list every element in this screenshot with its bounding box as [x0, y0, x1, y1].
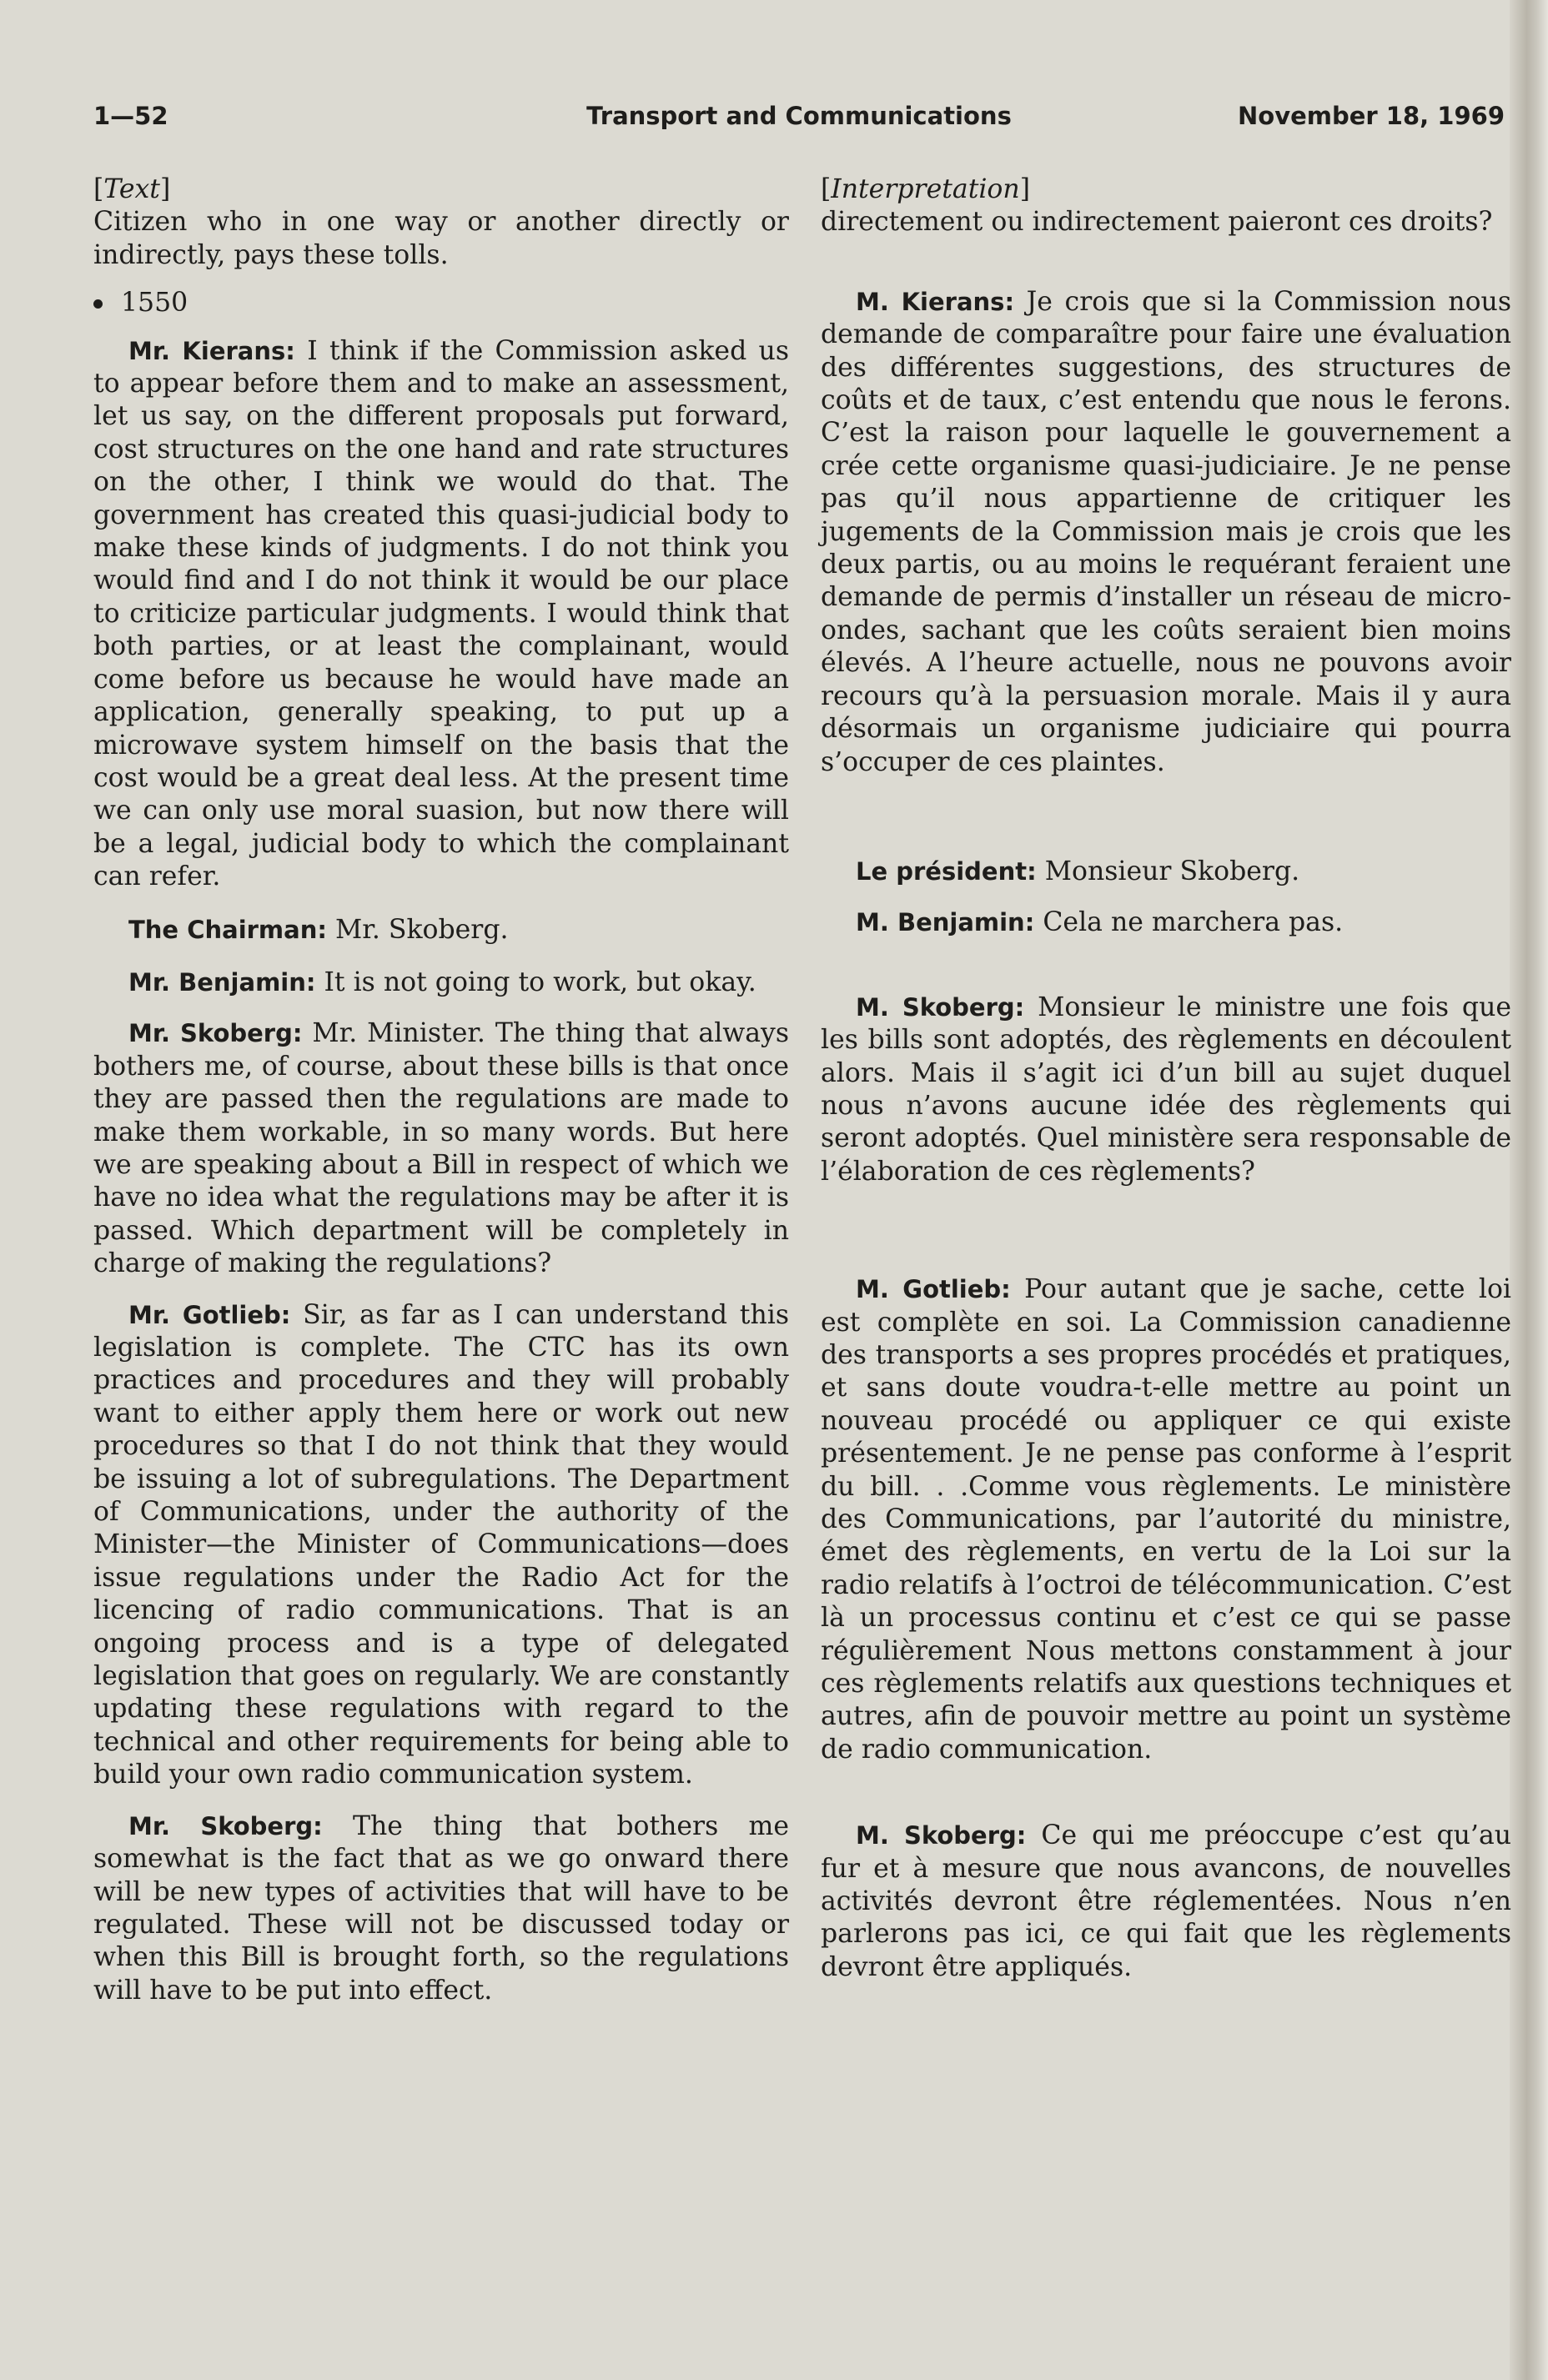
committee-title: Transport and Communications — [586, 102, 1012, 130]
statement-benjamin — [821, 906, 1511, 939]
speaker-name: Le président: — [856, 856, 1037, 886]
opening-fragment: directement ou indirectement paieront ces droits? — [821, 207, 1493, 238]
statement-chairman — [821, 856, 1511, 888]
speaker-name: M. Skoberg: — [856, 992, 1025, 1022]
statement-text: Ce qui me préoccupe c’est qu’au fur et à mesure que nous avancons, de nouvelles activités devront être réglementées. Nous n’en parlerons pas ici, ce qui fait que les règlements devront être appliqués. — [821, 1820, 1512, 1982]
statement-kierans — [93, 335, 789, 894]
statement-text: Mr. Skoberg. — [334, 914, 509, 945]
statement-text: It is not going to work, but okay. — [324, 967, 756, 997]
statement-kierans — [821, 286, 1511, 779]
statement-text: Je crois que si la Commission nous demande de comparaître pour faire une évaluation des différentes suggestions, des structures de coûts et de taux, c’est entendu que nous le ferons. C’est la raison pour laquelle le gouvernement a crée cette organisme quasi-judiciaire. Je ne pense pas qu’il nous appartienne de critiquer les jugements de la Commission mais je crois que les deux partis, ou au moins le requérant feraient une demande de permis d’installer un réseau de micro-ondes, sachant que les coûts seraient bien moins élevés. A l’heure actuelle, nous ne pouvons avoir recours qu’à la persuasion morale. Mais il y aura désormais un organisme judiciaire qui pourra s’occuper de ces plaintes. — [821, 286, 1511, 777]
statement-skoberg-1 — [821, 992, 1511, 1188]
statement-gotlieb — [93, 1299, 789, 1792]
text-label: [Text] — [93, 174, 171, 204]
statement-text: Sir, as far as I can understand this legislation is complete. The CTC has its own practices and procedures and they will probably want to either apply them here or work out new procedures so that I do not think that they would be issuing a lot of subregulations. The Department of Communications, under the authority of the Minister—the Minister of Communications—does issue regulations under the Radio Act for the licencing of radio communications. That is an ongoing process and is a type of delegated legislation that goes on regularly. We are constantly updating these regulations with regard to the technical and other requirements for being able to build your own radio communication system. — [93, 1299, 789, 1790]
statement-text: Monsieur Skoberg. — [1044, 856, 1300, 886]
opening-fragment: Citizen who in one way or another directly or indirectly, pays these tolls. — [93, 207, 789, 270]
speaker-name: M. Skoberg: — [856, 1821, 1027, 1850]
statement-text: I think if the Commission asked us to appear before them and to make an assessment, let us say, on the different proposals put forward, cost structures on the one hand and rate structures on the other, I think we would do that. The government has created this quasi-judicial body to make these kinds of judgments. I do not think you would find and I do not think it would be our place to criticize particular judgments. I would think that both parties, or at least the complainant, would come before us because he would have made an application, generally speaking, to put up a microwave system himself on the basis that the cost would be a great deal less. At the present time we can only use moral suasion, but now there will be a legal, judicial body to which the complainant can refer. — [93, 335, 789, 892]
statement-text: Cela ne marchera pas. — [1043, 907, 1344, 938]
statement-text: Pour autant que je sache, cette loi est complète en soi. La Commission canadienne des transports a ses propres procédés et pratiques, et sans doute voudra-t-elle mettre au point un nouveau procédé ou appliquer ce qui existe présentement. Je ne pense pas conforme à l’esprit du bill. . .Comme vous règlements. Le ministère des Communications, par l’autorité du ministre, émet des règlements, en vertu de la Loi sur la radio relatifs à l’octroi de télécommunication. C’est là un processus continu et c’est ce qui se passe régulièrement Nous mettons constamment à jour ces règlements relatifs aux questions techniques et autres, afin de pouvoir mettre au point un système de radio communication. — [821, 1274, 1511, 1765]
french-column — [821, 173, 1511, 1984]
english-column — [93, 173, 789, 2007]
statement-chairman — [93, 914, 789, 946]
statement-benjamin — [93, 967, 789, 999]
speaker-name: Mr. Skoberg: — [128, 1811, 323, 1840]
speaker-name: Mr. Kierans: — [128, 336, 295, 365]
page-number: 1—52 — [93, 102, 168, 130]
page-edge-shadow — [1510, 0, 1548, 2380]
running-header — [93, 102, 1505, 143]
speaker-name: Mr. Gotlieb: — [128, 1300, 291, 1329]
speaker-name: M. Gotlieb: — [856, 1275, 1011, 1304]
speaker-name: Mr. Benjamin: — [128, 967, 316, 997]
statement-skoberg-2 — [93, 1810, 789, 2007]
time-marker-value: 1550 — [121, 288, 188, 319]
speaker-name: The Chairman: — [128, 915, 327, 944]
interpretation-label: [Interpretation] — [821, 174, 1030, 204]
time-marker — [93, 287, 789, 319]
statement-skoberg-2 — [821, 1820, 1511, 1984]
statement-gotlieb — [821, 1273, 1511, 1766]
speaker-name: M. Kierans: — [856, 287, 1015, 316]
statement-skoberg-1 — [93, 1017, 789, 1280]
speaker-name: M. Benjamin: — [856, 908, 1035, 937]
speaker-name: Mr. Skoberg: — [128, 1019, 303, 1048]
text-label-word: Text — [103, 174, 160, 204]
interpretation-label-word: Interpretation — [831, 174, 1020, 204]
statement-text: Monsieur le ministre une fois que les bills sont adoptés, des règlements en découlent alors. Mais il s’agit ici d’un bill au sujet duquel nous n’avons aucune idée des règlements qui seront adoptés. Quel ministère sera responsable de l’élaboration de ces règlements? — [821, 992, 1512, 1187]
statement-text: The thing that bothers me somewhat is the fact that as we go onward there will be new types of activities that will have to be regulated. These will not be discussed today or when this Bill is brought forth, so the regulations will have to be put into effect. — [93, 1810, 789, 2006]
sitting-date: November 18, 1969 — [1238, 102, 1505, 130]
bullet-icon — [93, 299, 103, 309]
statement-text: Mr. Minister. The thing that always bothers me, of course, about these bills is that once they are passed then the regulations are made to make them workable, in so many words. But here we are speaking about a Bill in respect of which we have no idea what the regulations may be after it is passed. Which department will be completely in charge of making the regulations? — [93, 1018, 789, 1279]
